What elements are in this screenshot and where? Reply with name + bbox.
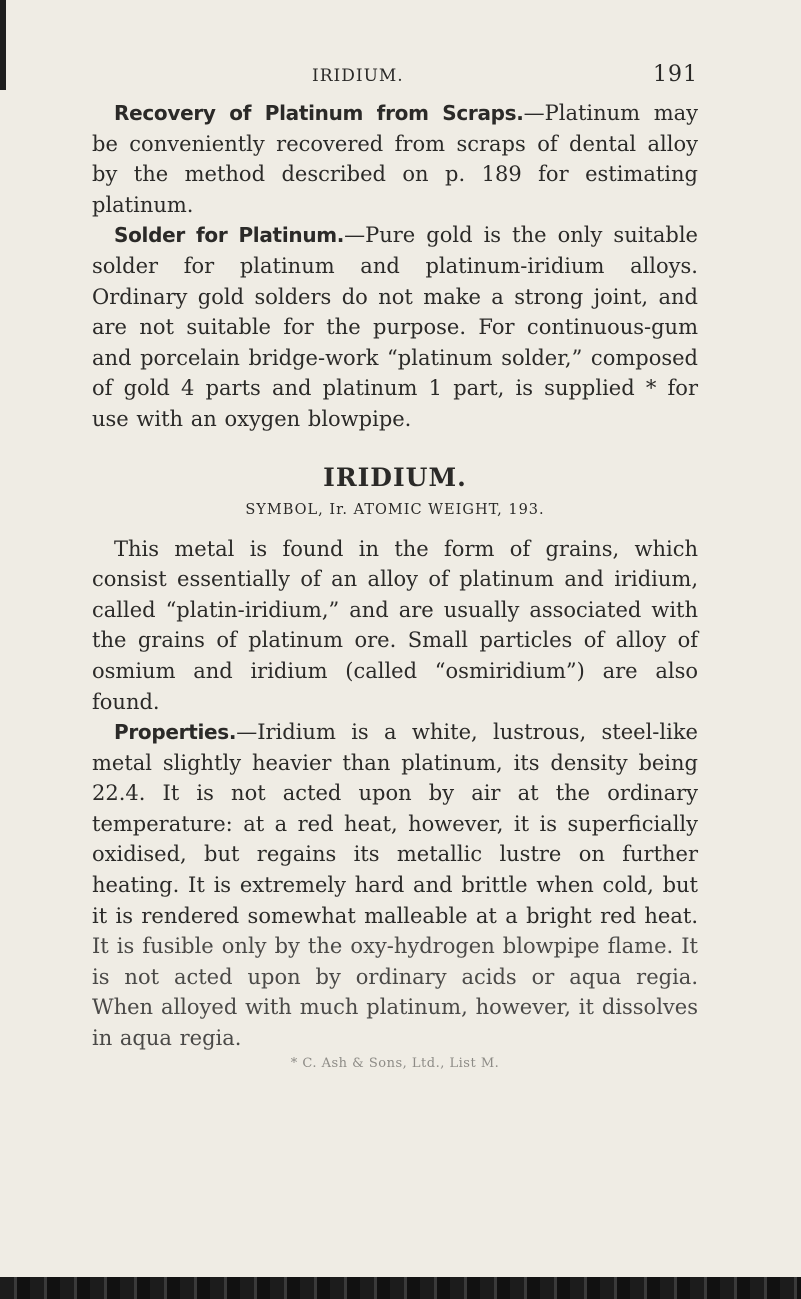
text-solder: —Pure gold is the only suitable solder for platinum and platinum-iridium alloys. Ordinary gold solders do not make a strong joint, and are not suitable for the purpose. For continuous-gum and porcelain bridge-work “platinum solder,” composed of gold 4 parts and platinum 1 part, is supplied * for use with an oxygen blowpipe. xyxy=(92,223,698,431)
page-number: 191 xyxy=(653,62,698,87)
paragraph-solder xyxy=(92,220,698,434)
running-title: IRIDIUM. xyxy=(312,66,404,86)
left-margin-rule xyxy=(0,0,6,90)
running-head xyxy=(92,58,698,98)
scan-edge-band xyxy=(0,1277,801,1299)
section-subtitle: SYMBOL, Ir. ATOMIC WEIGHT, 193. xyxy=(245,501,545,518)
text-properties-b: It is fusible only by the oxy-hydrogen blowpipe flame. It is not acted upon by ordinary acids or aqua regia. When alloyed with much platinum, however, it dissolves in aqua regia. xyxy=(92,934,698,1051)
section-title: IRIDIUM. xyxy=(323,462,467,492)
paragraph-occurrence xyxy=(92,534,698,718)
book-page xyxy=(92,58,698,1071)
heading-solder: Solder for Platinum. xyxy=(114,223,345,248)
text-properties-a: —Iridium is a white, lustrous, steel-like metal slightly heavier than platinum, its density being 22.4. It is not acted upon by air at the ordinary temperature: at a red heat, however, it is superficially oxidised, but regains its metallic lustre on further heating. It is extremely hard and brittle when cold, but it is rendered somewhat malleable at a bright red heat. xyxy=(92,720,698,928)
text-recovery: —Platinum may be conveniently recovered from scraps of dental alloy by the method described on p. 189 for estimating platinum. xyxy=(92,101,699,217)
text-occurrence: This metal is found in the form of grains, which consist essentially of an alloy of platinum and iridium, called “platin-iridium,” and are usually associated with the grains of platinum ore. Small particles of alloy of osmium and iridium (called “osmiridium”) are also found. xyxy=(92,536,698,714)
heading-properties: Properties. xyxy=(114,720,237,745)
paragraph-recovery xyxy=(92,98,698,220)
footnote: * C. Ash & Sons, Ltd., List M. xyxy=(290,1055,500,1071)
heading-recovery: Recovery of Platinum from Scraps. xyxy=(114,101,524,125)
paragraph-properties xyxy=(92,717,698,1054)
